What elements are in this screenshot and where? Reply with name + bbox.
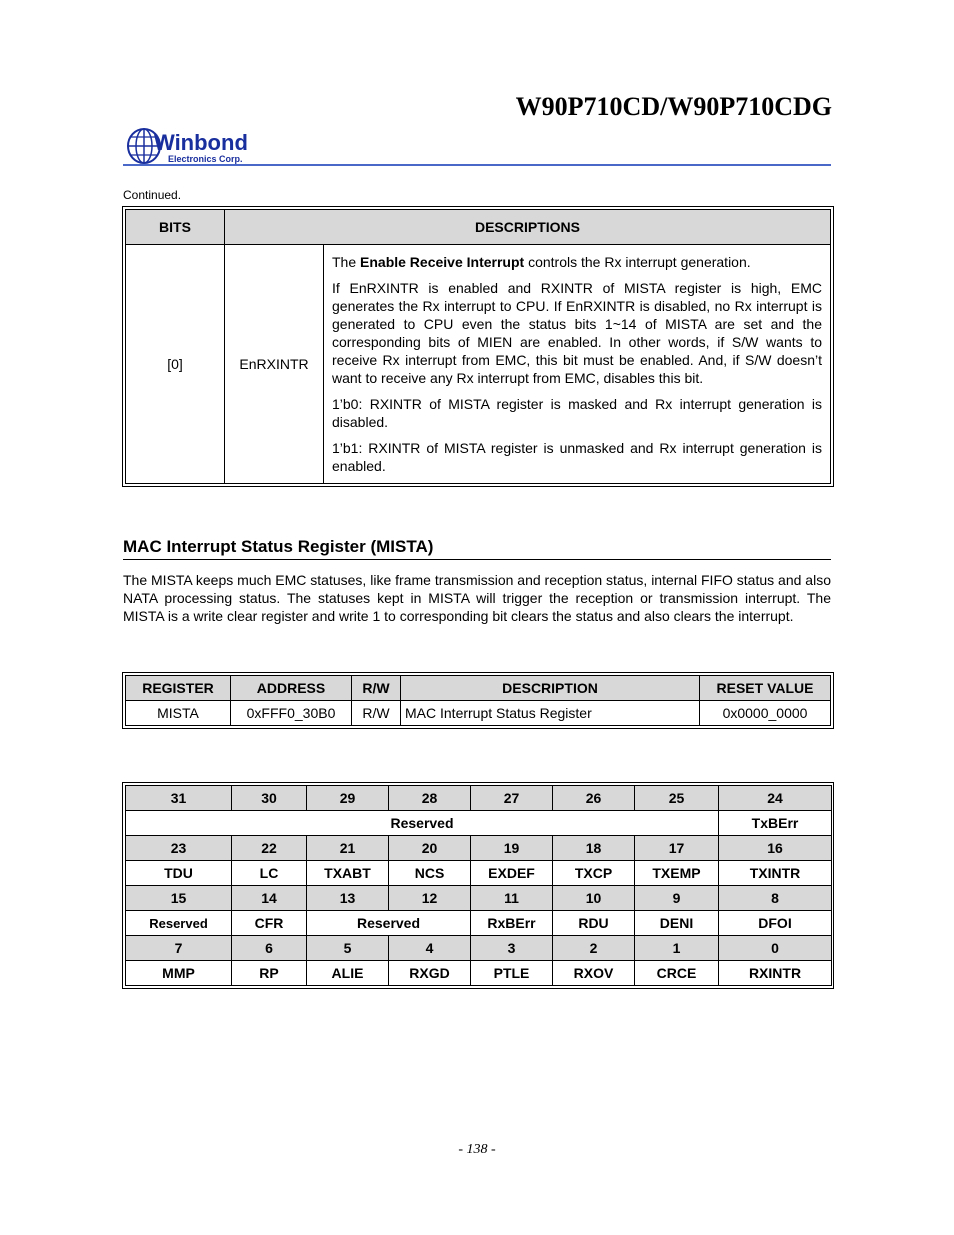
bit-field: CFR [232,911,307,936]
header-rule [123,164,831,166]
bit-number: 21 [307,836,389,861]
desc-text: controls the Rx interrupt generation. [524,254,751,270]
bit-number: 26 [553,786,635,811]
logo-text: Winbond [154,130,248,155]
bits-description-table [125,209,831,484]
bit-number: 25 [635,786,719,811]
rw-header: R/W [352,676,401,701]
document-title: W90P710CD/W90P710CDG [515,92,832,121]
register-table [125,675,831,726]
bit-field: TXCP [553,861,635,886]
desc-bold-term: Enable Receive Interrupt [360,254,525,270]
section-rule [123,559,831,560]
description-paragraph [332,253,822,271]
bit-number: 7 [126,936,232,961]
bit-number-row [126,786,832,811]
bit-number: 9 [635,886,719,911]
page-number: - 138 - [458,1142,496,1157]
descriptions-header: DESCRIPTIONS [225,210,831,245]
bit-number: 3 [471,936,553,961]
bit-field-row [126,861,832,886]
bit-number: 14 [232,886,307,911]
address-header: ADDRESS [231,676,352,701]
bit-number: 11 [471,886,553,911]
bit-field: RxBErr [471,911,553,936]
bit-field: TDU [126,861,232,886]
bit-number: 28 [389,786,471,811]
bit-number: 17 [635,836,719,861]
bit-field: DENI [635,911,719,936]
bit-field-row [126,811,832,836]
bit-description-cell [324,245,831,484]
reset-value-cell: 0x0000_0000 [700,701,831,726]
bit-number: 1 [635,936,719,961]
bitmap-table [125,785,832,986]
bit-field: LC [232,861,307,886]
bit-number-row [126,936,832,961]
bitmap-table-frame [122,782,834,989]
description-paragraph: 1’b1: RXINTR of MISTA register is unmasked and Rx interrupt generation is enabled. [332,440,822,474]
bit-number: 12 [389,886,471,911]
bit-index-cell: [0] [126,245,225,484]
address-cell: 0xFFF0_30B0 [231,701,352,726]
bit-number: 19 [471,836,553,861]
description-paragraph: 1’b0: RXINTR of MISTA register is masked and Rx interrupt generation is disabled. [332,396,822,430]
bit-number: 31 [126,786,232,811]
bit-number: 29 [307,786,389,811]
bit-field: RDU [553,911,635,936]
bit-field: NCS [389,861,471,886]
bit-number: 27 [471,786,553,811]
bit-field: Reserved [126,911,232,936]
bit-field: TXINTR [719,861,832,886]
bit-field: TXABT [307,861,389,886]
description-cell: MAC Interrupt Status Register [401,701,700,726]
bit-number: 0 [719,936,832,961]
description-header: DESCRIPTION [401,676,700,701]
section-paragraph: The MISTA keeps much EMC statuses, like frame transmission and reception status, internal FIFO status and also NATA processing status. The statuses kept in MISTA will trigger the reception or transmission interrupt. The MISTA is a write clear register and write 1 to corresponding bit clears the status and also clears the interrupt. [123,572,831,624]
bit-field: RP [232,961,307,986]
bit-number-row [126,886,832,911]
bit-field: RXOV [553,961,635,986]
bit-field: TxBErr [719,811,832,836]
register-cell: MISTA [126,701,231,726]
rw-cell: R/W [352,701,401,726]
bit-name-cell: EnRXINTR [225,245,324,484]
register-table-frame [122,672,834,729]
bit-number: 10 [553,886,635,911]
reset-value-header: RESET VALUE [700,676,831,701]
bit-number: 5 [307,936,389,961]
bit-number: 30 [232,786,307,811]
bit-field: DFOI [719,911,832,936]
description-paragraph: If EnRXINTR is enabled and RXINTR of MISTA register is high, EMC generates the Rx interrupt to CPU. If EnRXINTR is disabled, no Rx interrupt is generated to CPU even the status bits 1~14 of MISTA are set and the corresponding bits of MIEN are enabled. In other words, if S/W wants to receive Rx interrupt from EMC, this bit must be enabled. And, if S/W doesn’t want to receive any Rx interrupt from EMC, disables this bit. [332,280,822,386]
bit-field: CRCE [635,961,719,986]
bit-field: MMP [126,961,232,986]
bit-number: 13 [307,886,389,911]
bit-field-row [126,911,832,936]
bits-header: BITS [126,210,225,245]
register-header: REGISTER [126,676,231,701]
bit-number: 4 [389,936,471,961]
table-row [126,701,831,726]
bit-field: RXGD [389,961,471,986]
bit-number: 2 [553,936,635,961]
continued-label: Continued. [123,188,182,202]
bit-field: TXEMP [635,861,719,886]
bit-number: 15 [126,886,232,911]
bit-number: 18 [553,836,635,861]
bit-field: ALIE [307,961,389,986]
bit-field: Reserved [126,811,719,836]
bit-number: 6 [232,936,307,961]
bit-number: 23 [126,836,232,861]
bits-description-table-frame [122,206,834,487]
section-title: MAC Interrupt Status Register (MISTA) [123,537,434,556]
bit-number: 24 [719,786,832,811]
logo-subtitle: Electronics Corp. [168,154,243,164]
bit-field: RXINTR [719,961,832,986]
bit-number: 8 [719,886,832,911]
bit-field: PTLE [471,961,553,986]
bit-field: EXDEF [471,861,553,886]
bit-field-row [126,961,832,986]
desc-text: The [332,254,361,270]
bit-number: 22 [232,836,307,861]
bit-number: 20 [389,836,471,861]
winbond-logo [126,126,266,166]
bit-number-row [126,836,832,861]
bit-field: Reserved [307,911,471,936]
bit-number: 16 [719,836,832,861]
